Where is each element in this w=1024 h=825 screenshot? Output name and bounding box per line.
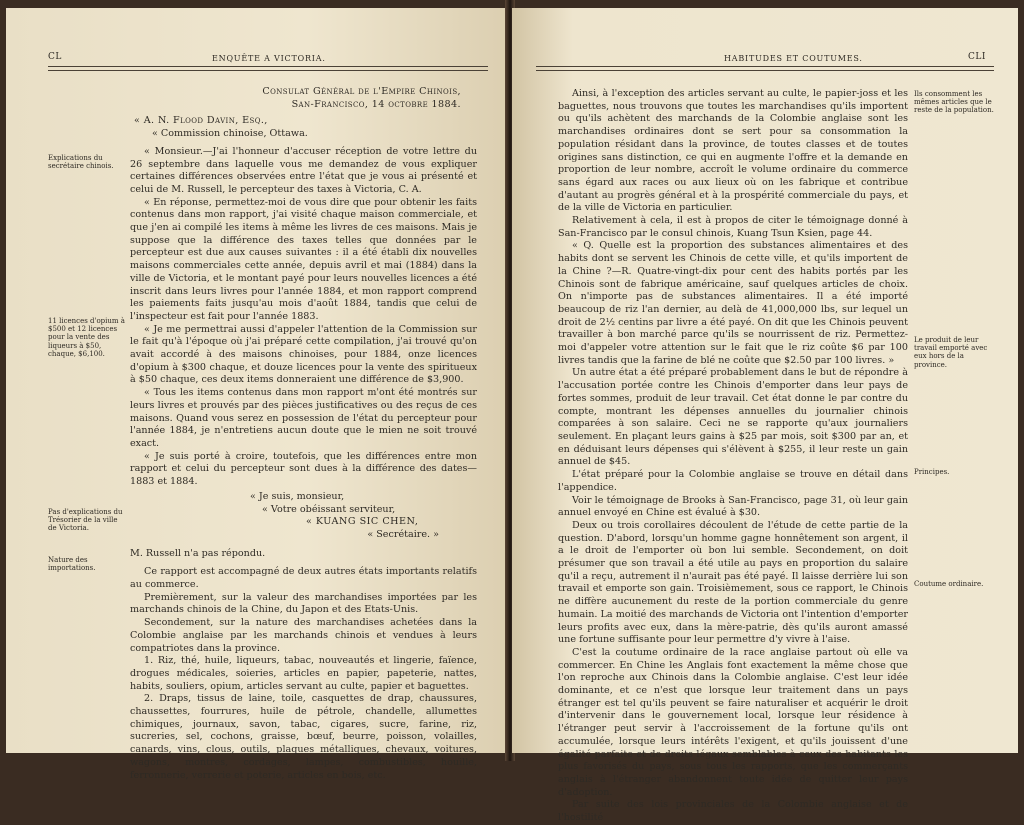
right-folio: CLI [968, 52, 986, 62]
right-paragraph-3: « Q. Quelle est la proportion des substances alimentaires et des habits dont se servent les Chinois de cette ville, et qu'ils importent de la Chine ?—R. Quatre-vingt-dix pour cent des habits portés par les Chinois sont de fabrique américaine, sauf quelques articles de choix. On n'importe pas de substances alimentaires. Il a été importé beaucoup de riz l'an dernier, au delà de 41,000,000 lbs, sur lequel un droit de 2½ centins par livre a été payé. On dit que les Chinois peuvent travailler à bon marché parce qu'ils se nourrissent de riz. Permettez-moi d'appeler votre attention sur le fait que le riz coûte $6 par 100 livres tandis que la farine de blé ne coûte que $2.50 par 100 livres. » [558, 240, 908, 366]
addressee-line-2: « Commission chinoise, Ottawa. [152, 128, 308, 140]
letter-paragraph-3: « Je me permettrai aussi d'appeler l'attention de la Commission sur le fait qu'à l'époque où j'ai préparé cette compilation, j'ai trouvé qu'on avait accordé à des maisons chinoises, pour 1884, onze licences d'opium à $300 chaque, et douze licences pour la vente des spiritueux à $50 chaque, ces deux items donneraient une différence de $3,900. [130, 323, 477, 386]
letter-closing-1: « Je suis, monsieur, [250, 490, 345, 502]
left-paragraph-7: Ce rapport est accompagné de deux autres états importants relatifs au commerce. [130, 566, 477, 591]
letter-signature-title: « Secrétaire. » [367, 528, 439, 540]
right-paragraph-1: Ainsi, à l'exception des articles servant au culte, le papier-joss et les baguettes, nous trouvons que toutes les marchandises qu'ils importent ou qu'ils achètent des marchands de la Colombie anglaise sont les marchandises ordinaires dont se sert pour sa consommation la population résidant dans la province, de toutes classes et de toutes origines sans distinction, ce qui en augmente l'offre et la demande en proportion de leur nombre, accroît le volume ordinaire du commerce sans égard aux races ou aux lieux où on les fabrique et contribue d'autant au progrès général et à la prospérité commerciale du pays, et de la ville de Victoria en particulier. [558, 88, 908, 214]
left-text-column [130, 86, 477, 782]
margin-note-explications: Explications du secrétaire chinois. [48, 154, 114, 171]
margin-note-produit: Le produit de leur travail emporté avec eux hors de la province. [914, 336, 988, 369]
left-running-head: ENQUÊTE A VICTORIA. [212, 54, 326, 63]
right-header-rule [536, 66, 994, 71]
right-page [512, 8, 1018, 824]
letter-paragraph-5: « Je suis porté à croire, toutefois, que les différences entre mon rapport et celui du percepteur sont dues à la différence des dates—1883 et 1884. [130, 450, 477, 488]
left-header-rule [48, 66, 488, 71]
left-paragraph-6: M. Russell n'a pas répondu. [130, 547, 266, 559]
right-paragraph-6: Voir le témoignage de Brooks à San-Francisco, page 31, où leur gain annuel envoyé en Chine est évalué à $30. [558, 494, 908, 519]
right-paragraph-9: Par suite des lois provinciales de la Colombie anglaise et de l'hostilité [558, 799, 908, 824]
margin-note-coutume: Coutume ordinaire. [914, 580, 984, 588]
letter-closing-2: « Votre obéissant serviteur, [262, 503, 396, 515]
letter-paragraph-2: « En réponse, permettez-moi de vous dire que pour obtenir les faits contenus dans mon rapport, j'ai visité chaque maison commerciale, et que j'en ai compilé les items à même les livres de ces maisons. Mais je suppose que la différence des taxes telles que données par le percepteur est due aux causes suivantes : il a été établi dix nouvelles maisons commerciales cette année, depuis avril et mai (1884) dans la ville de Victoria, et le montant payé pour leurs nouvelles licences a été inscrit dans leurs livres pour l'année 1884, et mon rapport comprend les paiements faits jusqu'au mois d'août 1884, tandis que celui de l'inspecteur est fait pour l'année 1883. [130, 196, 477, 322]
right-running-head: HABITUDES ET COUTUMES. [724, 54, 863, 63]
left-page [6, 8, 508, 781]
right-paragraph-7: Deux ou trois corollaires découlent de l'étude de cette partie de la question. D'abord, lorsqu'un homme gagne honnêtement son argent, il a le droit de l'emporter où bon lui semble. Secondement, on doit présumer que son travail a été utile au pays en proportion du salaire qu'il a reçu, autrement il n'aurait pas été payé. Il laisse derrière lui son travail et emporte son gain. Troisièmement, sous ce rapport, le Chinois ne diffère aucunement du reste de la portion commerciale du genre humain. La moitié des marchands de Victoria ont l'intention d'emporter leurs profits avec eux, dans la mère-patrie, dès qu'ils auront amassé une fortune suffisante pour leur permettre d'y vivre à l'aise. [558, 519, 908, 646]
right-paragraph-8: C'est la coutume ordinaire de la race anglaise partout où elle va commercer. En Chine les Anglais font exactement la même chose que l'on reproche aux Chinois dans la Colombie anglaise. C'est leur idée dominante, et ce n'est que lorsque leur traitement dans un pays étranger est tel qu'ils peuvent se faire naturaliser et acquérir le droit d'intervenir dans le gouvernement local, lorsque leur résidence à l'étranger peut servir à l'accroissement de la fortune qu'ils ont accumulée, lorsque leurs intérêts l'exigent, et qu'ils jouissent d'une égalité parfaite et de droits légaux semblables à ceux des habitants les plus favorisés du pays, sous tous les rapports, que les commerçants anglais à l'étranger abandonnent toute idée de quitter leur pays d'adoption. [558, 646, 908, 798]
margin-note-licences: 11 licences d'opium à $500 et 12 licences pour la vente des liqueurs à $50, chaque, $6,100. [48, 317, 125, 358]
letter-paragraph-4: « Tous les items contenus dans mon rapport m'ont été montrés sur leurs livres et prouvés par des pièces justificatives ou des reçus de ces maisons. Quand vous serez en possession de l'état du percepteur pour l'année 1884, je n'entretiens aucun doute que le mien ne soit trouvé exact. [130, 387, 477, 449]
right-paragraph-4: Un autre état a été préparé probablement dans le but de répondre à l'accusation portée contre les Chinois d'emporter dans leur pays de fortes sommes, produit de leur travail. Cet état donne le par contre du compte, montrant les dépenses annuelles du journalier chinois comparées à son salaire. Ceci ne se rapporte qu'aux journaliers seulement. En plaçant leurs gains à $25 par mois, soit $300 par an, et en déduisant leurs dépenses qui s'élèvent à $255, il leur reste un gain annuel de $45. [558, 367, 908, 468]
left-folio: CL [48, 52, 62, 62]
margin-note-consomment: Ils consomment les mêmes articles que le reste de la population. [914, 90, 994, 115]
right-paragraph-2: Relativement à cela, il est à propos de citer le témoignage donné à San-Francisco par le consul chinois, Kuang Tsun Ksien, page 44. [558, 215, 908, 239]
margin-note-nature: Nature des importations. [48, 556, 96, 573]
right-paragraph-5: L'état préparé pour la Colombie anglaise se trouve en détail dans l'appendice. [558, 469, 908, 493]
left-paragraph-8: Premièrement, sur la valeur des marchandises importées par les marchands chinois de la Chine, du Japon et des Etats-Unis. [130, 591, 477, 616]
left-paragraph-9: Secondement, sur la nature des marchandises achetées dans la Colombie anglaise par les marchands chinois et vendues à leurs compatriotes dans la province. [130, 617, 477, 654]
margin-note-pas-explications: Pas d'explications du Trésorier de la ville de Victoria. [48, 508, 123, 533]
letterhead-line-1: Consulat Général de l'Empire Chinois, [262, 86, 461, 97]
addressee-line-1: « A. N. Flood Davin, Esq., [134, 115, 268, 127]
left-paragraph-10: 1. Riz, thé, huile, liqueurs, tabac, nouveautés et lingerie, faïence, drogues médicales, soieries, articles en papier, papeterie, nattes, habits, souliers, opium, articles servant au culte, papier et baguettes. [130, 655, 477, 692]
letter-signature: « KUANG SIC CHEN, [306, 516, 419, 528]
left-paragraph-11: 2. Draps, tissus de laine, toile, casquettes de drap, chaussures, chaussettes, fourrures, huile de pétrole, chandelle, allumettes chimiques, journaux, savon, tabac, cigares, sucre, farine, riz, sucreries, sel, cochons, graisse, bœuf, beurre, poisson, volailles, canards, vins, clous, outils, plaques métalliques, chevaux, voitures, wagons, montres, cordages, lampes, combustibles, houille, ferronnerie, verrerie et poterie, articles en bois, etc. [130, 693, 477, 781]
margin-note-principes: Principes. [914, 468, 950, 476]
letterhead-line-2: San-Francisco, 14 octobre 1884. [291, 98, 461, 110]
right-text-column [558, 88, 908, 825]
letter-paragraph-1: « Monsieur.—J'ai l'honneur d'accuser réception de votre lettre du 26 septembre dans laquelle vous me demandez de vous expliquer certaines différences observées entre l'état que je vous ai présenté et celui de M. Russell, le percepteur des taxes à Victoria, C. A. [130, 145, 477, 195]
